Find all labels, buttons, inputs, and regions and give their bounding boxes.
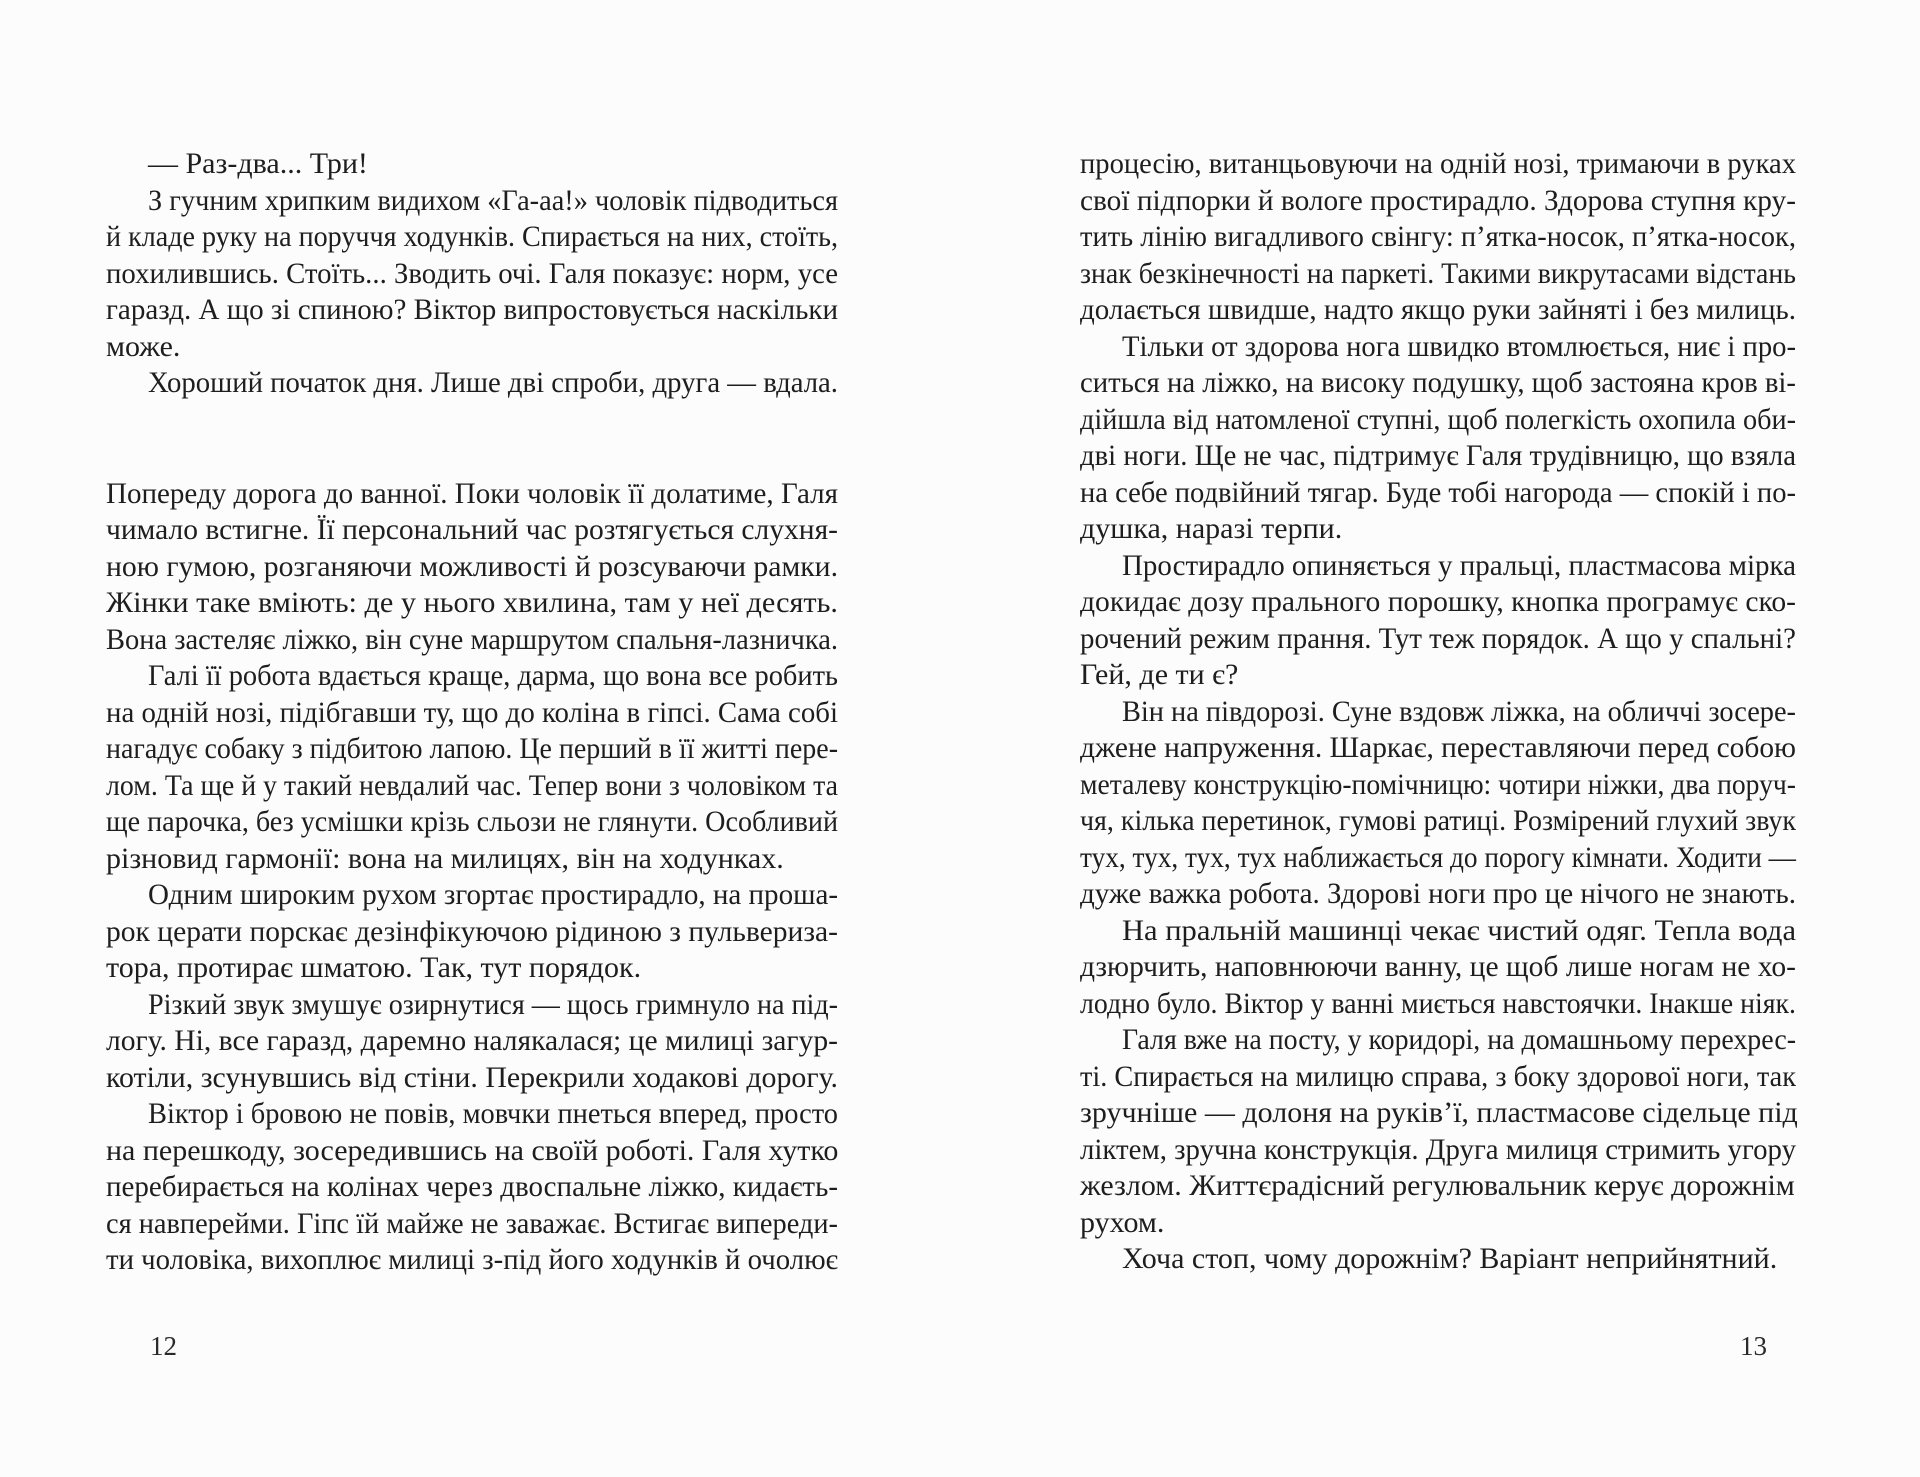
- paragraph: [106, 183, 838, 366]
- paragraph: [1080, 1241, 1796, 1278]
- text-line: ще парочка, без усмішки крізь сльози не глянути. Особливий: [106, 805, 838, 838]
- text-line: З гучним хрипким видихом «Га-аа!» чоловік підводиться: [148, 183, 838, 217]
- paragraph: [106, 658, 838, 877]
- text-line: на одній нозі, підібгавши ту, що до коліна в гіпсі. Сама собі: [106, 695, 838, 729]
- paragraph: [1080, 913, 1796, 1023]
- text-line: лодно було. Віктор у ванні миється навстоячки. Інакше ніяк.: [1080, 986, 1796, 1020]
- paragraph: [106, 1096, 838, 1279]
- text-line: Різкий звук змушує озирнутися — щось гримнуло на під-: [148, 987, 838, 1021]
- text-line: долається швидше, надто якщо руки зайняті і без милиць.: [1080, 293, 1796, 326]
- text-line: може.: [106, 329, 181, 363]
- text-line: На пральній машинці чекає чистий одяг. Тепла вода: [1122, 913, 1796, 947]
- text-line: дзюрчить, наповнюючи ванну, це щоб лише ногам не хо-: [1080, 950, 1796, 983]
- text-line: Вона застеляє ліжко, він суне маршрутом спальня-лазничка.: [106, 622, 838, 656]
- paragraph: [106, 146, 838, 183]
- text-line: на себе подвійний тягар. Буде тобі нагорода — спокій і по-: [1080, 475, 1796, 509]
- page-text-column-left: [106, 146, 838, 1279]
- text-line: різновид гармонії: вона на милицях, він на ходунках.: [106, 841, 784, 875]
- text-line: ною гумою, розганяючи можливості й розсуваючи рамки.: [106, 549, 838, 583]
- page-number-left: 12: [150, 1331, 177, 1361]
- text-line: ліктем, зручна конструкція. Друга милиця стримить угору: [1080, 1132, 1796, 1166]
- text-line: тора, протирає шматою. Так, тут порядок.: [106, 951, 642, 984]
- text-line: лом. Та ще й у такий невдалий час. Тепер вони з чоловіком та: [106, 768, 838, 802]
- text-line: дійшла від натомленої ступні, щоб полегкість охопила оби-: [1080, 402, 1796, 436]
- text-line: тух, тух, тух, тух наближається до порогу кімнати. Ходити —: [1080, 840, 1796, 874]
- text-line: Галі її робота вдається краще, дарма, що вона все робить: [148, 659, 838, 692]
- text-line: Жінки таке вміють: де у нього хвилина, там у неї десять.: [106, 586, 838, 619]
- paragraph: [106, 987, 838, 1097]
- text-line: тить лінію вигадливого свінгу: п’ятка-носок, п’ятка-носок,: [1080, 220, 1796, 253]
- text-line: процесію, витанцьовуючи на одній нозі, тримаючи в руках: [1080, 147, 1796, 180]
- paragraph: [1080, 1022, 1796, 1241]
- text-line: джене напруження. Шаркає, переставляючи перед собою: [1080, 731, 1796, 764]
- text-line: Попереду дорога до ванної. Поки чоловік її долатиме, Галя: [106, 476, 838, 510]
- text-line: Одним широким рухом згортає простирадло, на проша-: [148, 878, 838, 911]
- paragraph: [106, 877, 838, 987]
- text-line: перебирається на колінах через двоспальне ліжко, кидаєть-: [106, 1170, 838, 1203]
- text-line: жезлом. Життєрадісний регулювальник керує дорожнім: [1080, 1169, 1795, 1202]
- paragraph: [1080, 694, 1796, 913]
- text-line: Він на півдорозі. Суне вздовж ліжка, на обличчі зосере-: [1122, 694, 1796, 728]
- text-line: — Раз-два... Три!: [148, 147, 368, 180]
- text-line: нагадує собаку з підбитою лапою. Це перший в її житті пере-: [106, 732, 838, 765]
- text-line: душка, наразі терпи.: [1080, 512, 1343, 545]
- paragraph: [1080, 548, 1796, 694]
- text-line: логу. Ні, все гаразд, даремно налякалася; це милиці загур-: [106, 1024, 838, 1057]
- text-line: ти чоловіка, вихоплює милиці з-під його ходунків й очолює: [106, 1243, 838, 1276]
- text-line: Простирадло опиняється у пральці, пластмасова мірка: [1122, 548, 1796, 582]
- text-line: чимало встигне. Її персональний час розтягується слухня-: [106, 513, 838, 546]
- text-line: чя, кілька перетинок, гумові ратиці. Розмірений глухий звук: [1080, 804, 1796, 837]
- text-line: дуже важка робота. Здорові ноги про це нічого не знають.: [1080, 877, 1796, 910]
- text-line: знак безкінечності на паркеті. Такими викрутасами відстань: [1080, 256, 1796, 290]
- text-line: рочений режим прання. Тут теж порядок. А що у спальні?: [1080, 621, 1796, 655]
- text-line: металеву конструкцію-помічницю: чотири ніжки, два поруч-: [1080, 767, 1796, 801]
- text-line: рок церати порскає дезінфікуючою рідиною з пульвериза-: [106, 914, 838, 948]
- text-line: й кладе руку на поруччя ходунків. Спирається на них, стоїть,: [106, 220, 838, 253]
- paragraph: [106, 476, 838, 659]
- paragraph: [1080, 146, 1796, 329]
- paragraph: [106, 365, 838, 402]
- paragraph: [1080, 329, 1796, 548]
- text-line: дві ноги. Ще не час, підтримує Галя трудівницю, що взяла: [1080, 439, 1796, 472]
- text-line: докидає дозу прального порошку, кнопка програмує ско-: [1080, 585, 1796, 618]
- text-line: гаразд. А що зі спиною? Віктор випростовується наскільки: [106, 293, 838, 326]
- text-line: на перешкоду, зосередившись на своїй роботі. Галя хутко: [106, 1133, 839, 1167]
- page-number-right: 13: [1740, 1331, 1767, 1361]
- text-line: зручніше — долоня на руків’ї, пластмасове сідельце під: [1080, 1096, 1798, 1129]
- text-line: похилившись. Стоїть... Зводить очі. Галя показує: норм, усе: [106, 256, 838, 290]
- text-line: Хороший початок дня. Лише дві спроби, друга — вдала.: [148, 366, 838, 399]
- text-line: Віктор і бровою не повів, мовчки пнеться вперед, просто: [148, 1097, 838, 1130]
- text-line: Хоча стоп, чому дорожнім? Варіант неприйнятний.: [1122, 1242, 1778, 1275]
- text-line: ся навперейми. Гіпс їй майже не заважає. Встигає випереди-: [106, 1206, 838, 1240]
- page-text-column-right: [1080, 146, 1796, 1278]
- text-line: Гей, де ти є?: [1080, 658, 1239, 691]
- text-line: свої підпорки й вологе простирадло. Здорова ступня кру-: [1080, 183, 1796, 217]
- text-line: ті. Спирається на милицю справа, з боку здорової ноги, так: [1080, 1059, 1796, 1093]
- text-line: ситься на ліжко, на високу подушку, щоб застояна кров ві-: [1080, 366, 1796, 399]
- text-line: рухом.: [1080, 1205, 1165, 1239]
- text-line: Тільки от здорова нога швидко втомлюється, ниє і про-: [1122, 329, 1796, 363]
- text-line: котіли, зсунувшись від стіни. Перекрили ходакові дорогу.: [106, 1060, 838, 1094]
- text-line: Галя вже на посту, у коридорі, на домашньому перехрес-: [1122, 1023, 1796, 1056]
